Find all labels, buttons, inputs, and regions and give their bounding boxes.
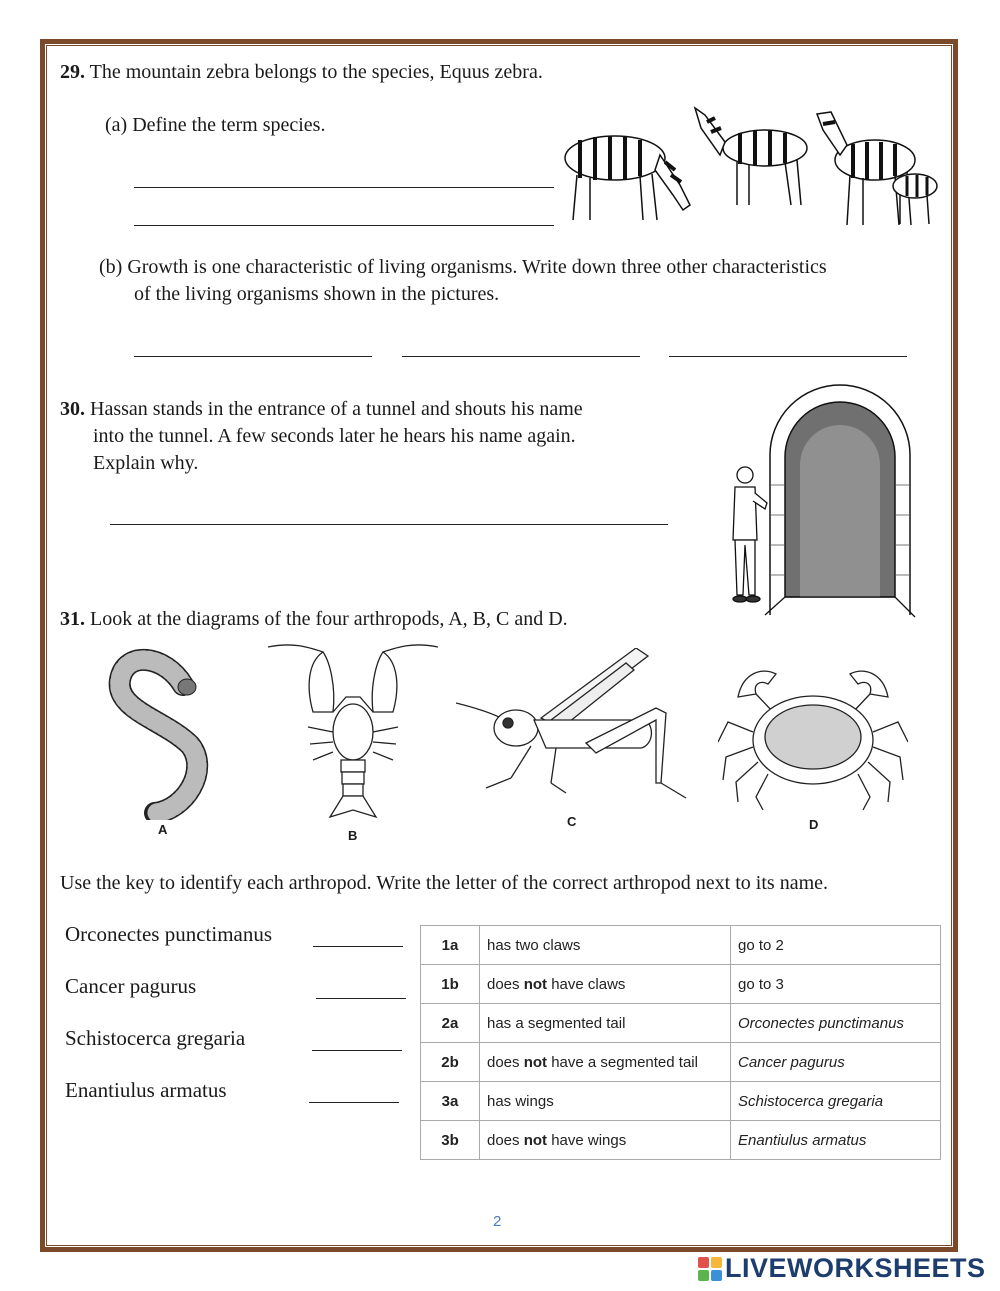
- liveworksheets-brand: [698, 1252, 998, 1284]
- logo-square-e: [711, 1270, 722, 1281]
- key-result-text: Orconectes punctimanus: [738, 1014, 904, 1032]
- answer-line-29b-2[interactable]: [402, 356, 640, 357]
- answer-line-29b-1[interactable]: [134, 356, 372, 357]
- key-row-2a: [421, 1004, 941, 1043]
- answer-line-29a-1[interactable]: [134, 187, 554, 188]
- key-text: does: [487, 975, 524, 993]
- key-text-emphasis: not: [523, 1131, 548, 1149]
- logo-square-i: [711, 1257, 722, 1268]
- question-29a: (a) Define the term species.: [105, 114, 326, 136]
- question-number: 29.: [60, 61, 85, 83]
- person-shouting: [733, 467, 767, 602]
- key-step-id: 3b: [421, 1121, 480, 1160]
- key-step-id: 3a: [421, 1082, 480, 1121]
- arthropod-b-crayfish: [268, 642, 438, 827]
- key-result: [731, 1082, 941, 1121]
- key-text: have a segmented tail: [547, 1053, 698, 1071]
- key-result: [731, 1043, 941, 1082]
- key-result: [731, 1121, 941, 1160]
- key-characteristic: [480, 1004, 731, 1043]
- logo-square-v: [698, 1270, 709, 1281]
- key-row-1a: [421, 926, 941, 965]
- key-step-id: 2b: [421, 1043, 480, 1082]
- key-result-text: Enantiulus armatus: [738, 1131, 867, 1149]
- tunnel-illustration: [725, 375, 920, 620]
- arthropod-label-d: D: [809, 817, 819, 832]
- key-text: has wings: [487, 1092, 554, 1110]
- question-31-instruction: Use the key to identify each arthropod. Write the letter of the correct arthropod next to its name.: [60, 872, 828, 894]
- key-characteristic: [480, 1082, 731, 1121]
- key-row-1b: [421, 965, 941, 1004]
- zebra-mother-and-foal: [817, 112, 937, 225]
- key-characteristic: [480, 1043, 731, 1082]
- answer-blank-3[interactable]: [312, 1050, 402, 1051]
- key-result-text: Schistocerca gregaria: [738, 1092, 884, 1110]
- arthropod-label-c: C: [567, 814, 577, 829]
- arthropod-label-b: B: [348, 828, 358, 843]
- question-29b-line1: (b) Growth is one characteristic of living organisms. Write down three other characteristics: [99, 256, 827, 278]
- arthropod-c-grasshopper: [456, 648, 696, 803]
- key-result-text: go to 3: [738, 975, 784, 993]
- answer-line-30[interactable]: [110, 524, 668, 525]
- key-characteristic: [480, 926, 731, 965]
- key-step-id: 1b: [421, 965, 480, 1004]
- zebra-grazing: [565, 136, 690, 220]
- key-characteristic: [480, 1121, 731, 1160]
- key-text: have claws: [547, 975, 626, 993]
- zebras-illustration: [555, 100, 945, 230]
- organism-name-1: Orconectes punctimanus: [65, 922, 273, 946]
- key-text: has two claws: [487, 936, 581, 954]
- key-step-id: 2a: [421, 1004, 480, 1043]
- question-30-line3: Explain why.: [93, 452, 199, 474]
- organism-name-3: Schistocerca gregaria: [65, 1026, 246, 1050]
- question-text: Look at the diagrams of the four arthropods, A, B, C and D.: [90, 608, 568, 630]
- organism-name-4: Enantiulus armatus: [65, 1078, 227, 1102]
- key-characteristic: [480, 965, 731, 1004]
- question-30-line2: into the tunnel. A few seconds later he hears his name again.: [93, 425, 576, 447]
- arthropod-a-millipede: [105, 645, 215, 820]
- key-result: [731, 1004, 941, 1043]
- answer-blank-2[interactable]: [316, 998, 406, 999]
- logo-square-l: [698, 1257, 709, 1268]
- arthropod-label-a: A: [158, 822, 168, 837]
- question-text: The mountain zebra belongs to the species, Equus zebra.: [89, 61, 543, 83]
- key-row-3a: [421, 1082, 941, 1121]
- question-30-line1: [60, 396, 583, 423]
- dichotomous-key-table: [420, 925, 941, 1160]
- question-31-stem: [60, 606, 568, 633]
- answer-blank-4[interactable]: [309, 1102, 399, 1103]
- question-29-stem: [60, 59, 543, 86]
- key-result: [731, 965, 941, 1004]
- key-step-id: 1a: [421, 926, 480, 965]
- question-number: 31.: [60, 608, 85, 630]
- key-result-text: go to 2: [738, 936, 784, 954]
- question-number: 30.: [60, 398, 85, 420]
- key-result: [731, 926, 941, 965]
- liveworksheets-logo-icon: [698, 1257, 722, 1281]
- answer-line-29b-3[interactable]: [669, 356, 907, 357]
- key-text: does: [487, 1131, 524, 1149]
- key-row-2b: [421, 1043, 941, 1082]
- key-row-3b: [421, 1121, 941, 1160]
- question-text: Hassan stands in the entrance of a tunnel and shouts his name: [90, 398, 583, 420]
- page-number: 2: [493, 1213, 502, 1230]
- key-text-emphasis: not: [523, 1053, 548, 1071]
- question-29b-line2: of the living organisms shown in the pictures.: [134, 283, 500, 305]
- liveworksheets-wordmark: LIVEWORKSHEETS: [725, 1253, 986, 1283]
- key-text: has a segmented tail: [487, 1014, 626, 1032]
- key-result-text: Cancer pagurus: [738, 1053, 845, 1071]
- key-text-emphasis: not: [523, 975, 548, 993]
- answer-blank-1[interactable]: [313, 946, 403, 947]
- key-text: does: [487, 1053, 524, 1071]
- zebra-standing: [695, 108, 807, 205]
- key-text: have wings: [547, 1131, 627, 1149]
- answer-line-29a-2[interactable]: [134, 225, 554, 226]
- arthropod-d-crab: [718, 662, 908, 812]
- organism-name-2: Cancer pagurus: [65, 974, 197, 998]
